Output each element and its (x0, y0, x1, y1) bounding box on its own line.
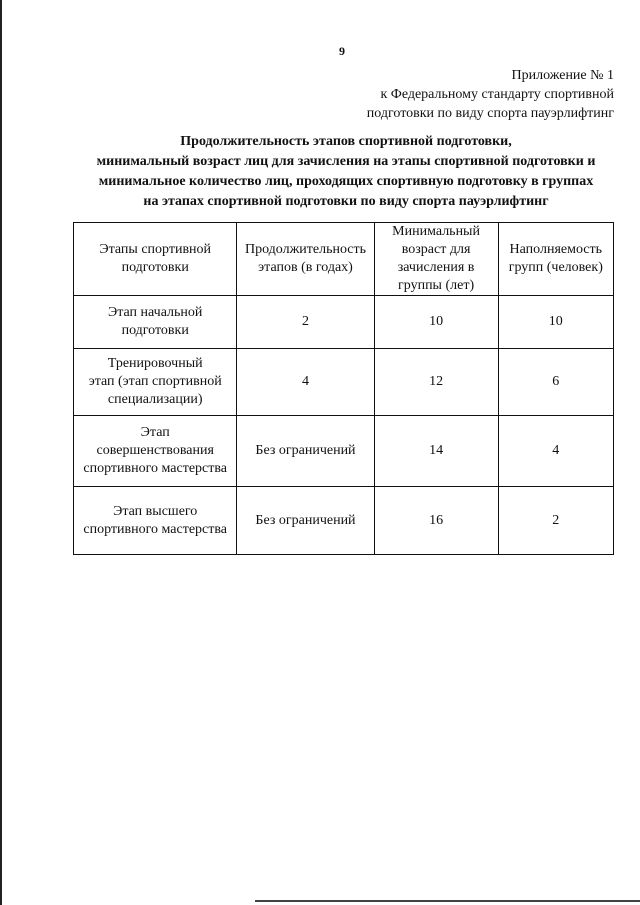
title-line-1: Продолжительность этапов спортивной подготовки, (180, 134, 512, 149)
min-age-cell: 10 (374, 296, 498, 349)
duration-cell: Без ограничений (237, 416, 374, 487)
document-title (50, 132, 640, 212)
title-line-4: на этапах спортивной подготовки по виду спорта пауэрлифтинг (143, 194, 549, 209)
stage-cell: Этап начальной подготовки (74, 296, 237, 349)
stage-cell: Этап совершенствования спортивного мастерства (74, 416, 237, 487)
group-size-cell: 2 (498, 487, 613, 555)
title-line-3: минимальное количество лиц, проходящих спортивную подготовку в группах (98, 174, 594, 189)
table-row (74, 349, 614, 416)
stage-cell: Тренировочный этап (этап спортивной специализации) (74, 349, 237, 416)
page-number: 9 (339, 44, 345, 58)
group-size-cell: 6 (498, 349, 613, 416)
header-min-age: Минимальный возраст для зачисления в группы (лет) (374, 223, 498, 296)
stages-table (73, 222, 614, 555)
table-header-row (74, 223, 614, 296)
group-size-cell: 10 (498, 296, 613, 349)
page-edge-bottom (255, 900, 640, 902)
annex-line-2: к Федеральному стандарту спортивной (380, 87, 614, 102)
duration-cell: 2 (237, 296, 374, 349)
annex-line-3: подготовки по виду спорта пауэрлифтинг (366, 106, 614, 121)
group-size-cell: 4 (498, 416, 613, 487)
header-group-size: Наполняемость групп (человек) (498, 223, 613, 296)
page-edge-left (0, 0, 2, 905)
table-row (74, 416, 614, 487)
duration-cell: 4 (237, 349, 374, 416)
stage-cell: Этап высшего спортивного мастерства (74, 487, 237, 555)
min-age-cell: 12 (374, 349, 498, 416)
min-age-cell: 14 (374, 416, 498, 487)
header-duration: Продолжительность этапов (в годах) (237, 223, 374, 296)
table-row (74, 296, 614, 349)
title-line-2: минимальный возраст лиц для зачисления на этапы спортивной подготовки и (96, 154, 596, 169)
header-stages: Этапы спортивной подготовки (74, 223, 237, 296)
annex-header (367, 66, 614, 123)
min-age-cell: 16 (374, 487, 498, 555)
duration-cell: Без ограничений (237, 487, 374, 555)
table-row (74, 487, 614, 555)
annex-line-1: Приложение № 1 (511, 68, 614, 83)
